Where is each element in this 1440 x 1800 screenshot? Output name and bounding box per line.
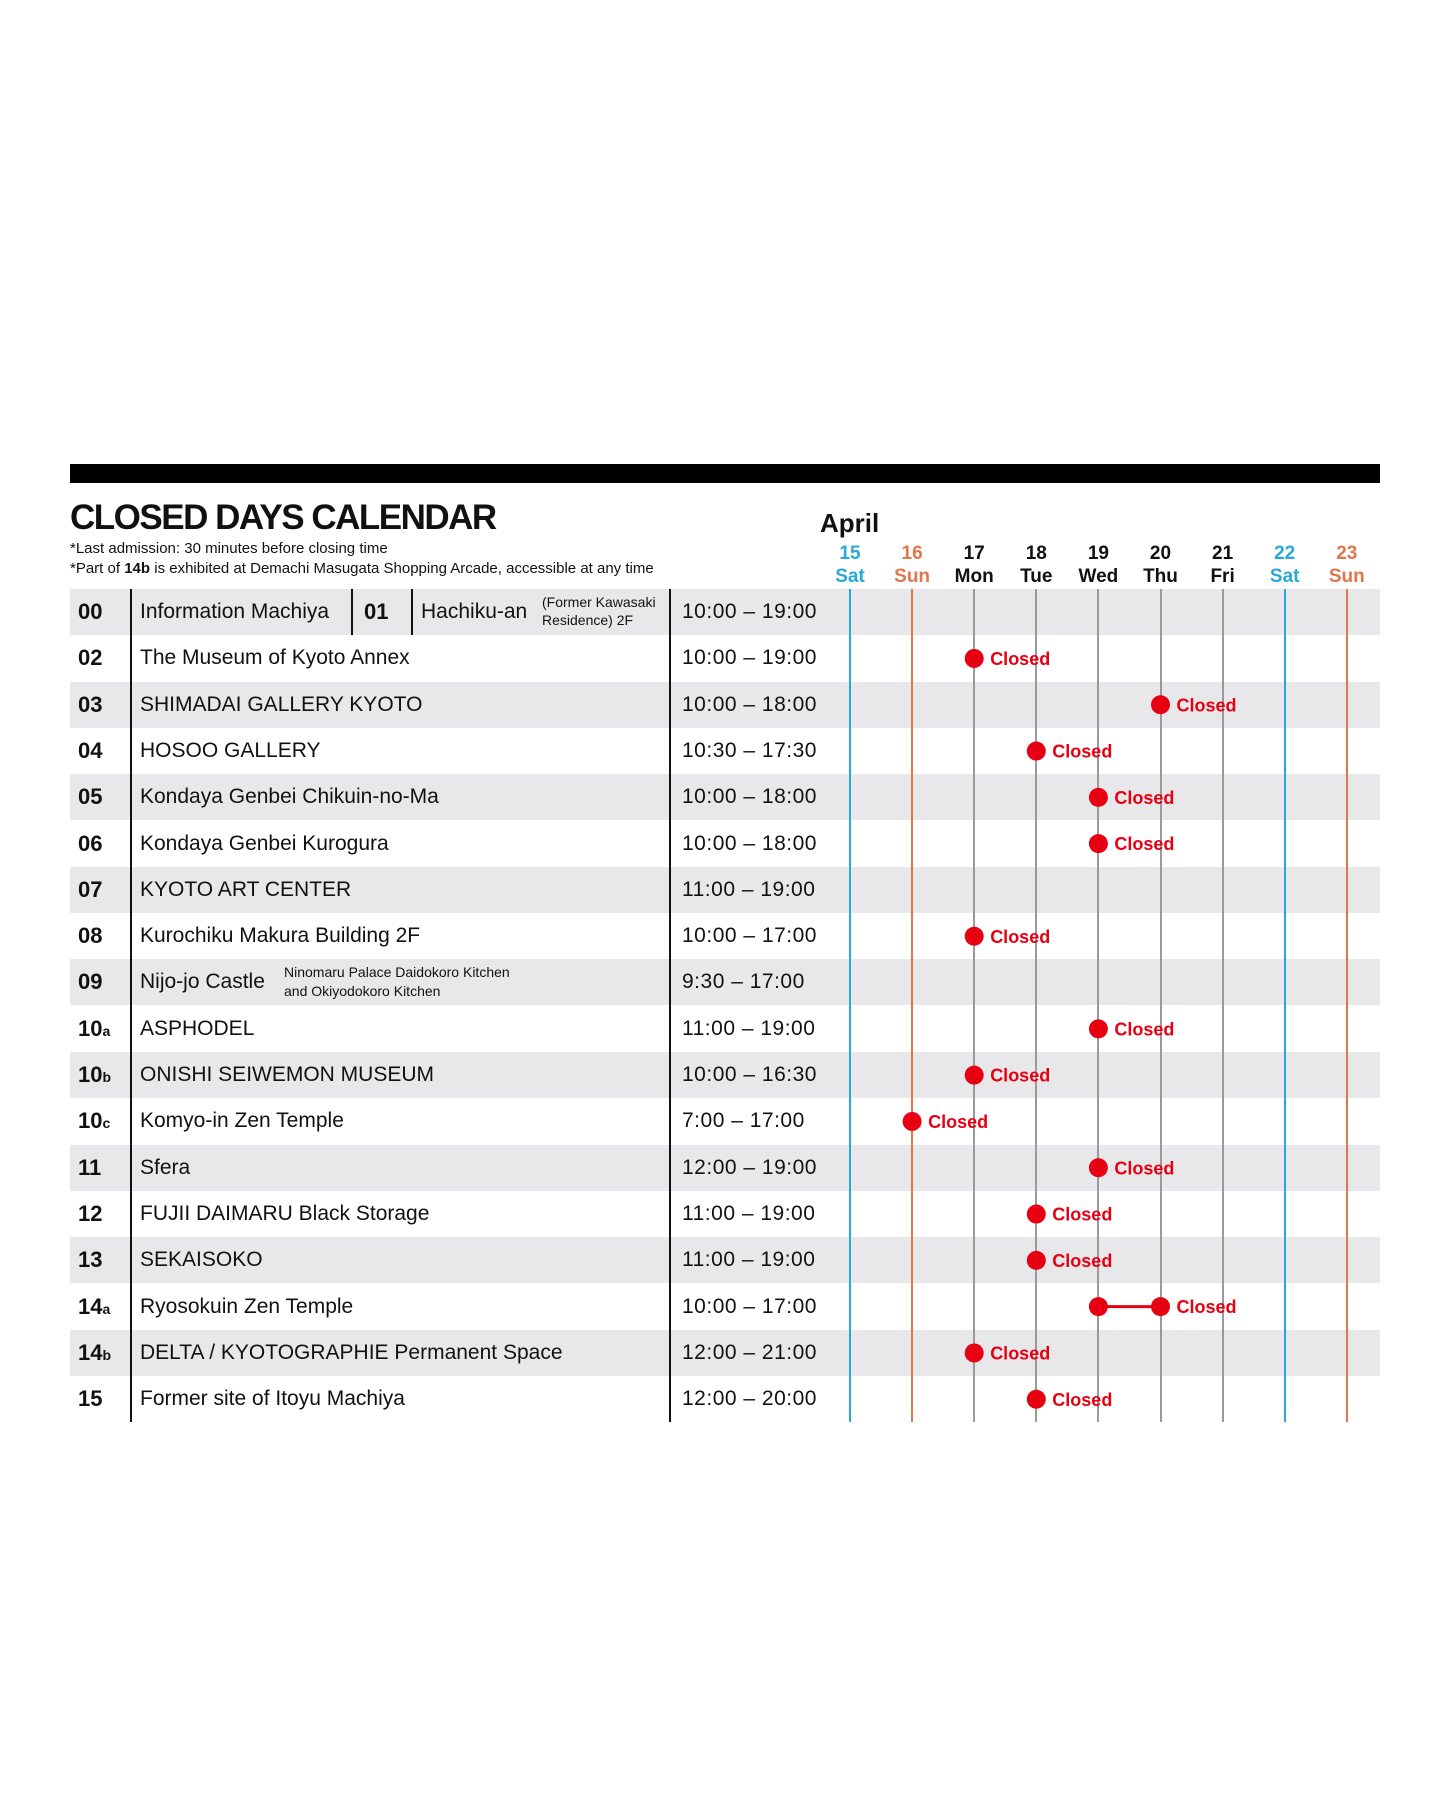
venue-number [78, 1330, 130, 1376]
note-part-prefix: *Part of [70, 560, 121, 577]
venue-number-main: 10 [78, 1015, 103, 1041]
venue-name: DELTA / KYOTOGRAPHIE Permanent Space [140, 1340, 563, 1364]
venue-hours: 10:00 – 16:30 [682, 1063, 817, 1086]
closed-label: Closed [990, 648, 1051, 669]
venue-name: Information Machiya [140, 600, 330, 623]
venue-number-main: 04 [78, 737, 103, 763]
venue-hours: 12:00 – 21:00 [682, 1340, 817, 1364]
venue-number-main: 06 [78, 830, 103, 856]
venue-number: 00 [78, 599, 103, 624]
venue-number: 01 [364, 599, 389, 624]
hours-separator [669, 589, 671, 1422]
venue-number [78, 635, 130, 681]
day-line [1222, 589, 1224, 1422]
venue-hours: 11:00 – 19:00 [682, 877, 816, 901]
first-row-separator [351, 589, 353, 635]
venue-number-main: 03 [78, 691, 103, 717]
venue-number-suffix: b [102, 1069, 112, 1085]
day-line [1035, 589, 1037, 1422]
venue-number [78, 867, 130, 913]
venue-name: Kondaya Genbei Chikuin-no-Ma [140, 785, 439, 809]
day-date: 17 [963, 543, 985, 564]
day-weekday: Thu [1143, 566, 1178, 587]
closed-label: Closed [1114, 787, 1175, 808]
venue-number-main: 05 [78, 784, 103, 810]
venue-number [78, 1052, 130, 1098]
venue-number-main: 11 [78, 1154, 102, 1180]
day-date: 22 [1274, 543, 1296, 564]
venue-name: HOSOO GALLERY [140, 738, 321, 762]
venue-hours: 10:00 – 18:00 [682, 692, 817, 716]
note-part-bold: 14b [124, 560, 151, 577]
venue-hours: 10:30 – 17:30 [682, 738, 817, 762]
venue-number [78, 1098, 130, 1144]
venue-name: SHIMADAI GALLERY KYOTO [140, 692, 423, 716]
venue-number [78, 774, 130, 820]
venue-name: Former site of Itoyu Machiya [140, 1387, 405, 1411]
closed-label: Closed [990, 926, 1051, 947]
venue-number-suffix: a [102, 1300, 111, 1317]
day-date: 16 [901, 543, 923, 564]
closed-label: Closed [1176, 1297, 1237, 1318]
venue-number-main: 07 [78, 876, 103, 902]
venue-hours: 9:30 – 17:00 [682, 970, 805, 994]
closed-label: Closed [1114, 834, 1175, 855]
venue-number-main: 10 [78, 1062, 103, 1087]
day-date: 18 [1025, 543, 1047, 564]
venue-number [78, 821, 130, 867]
day-weekday: Sun [1328, 566, 1365, 587]
venue-name: KYOTO ART CENTER [140, 877, 352, 901]
venue-hours: 10:00 – 17:00 [682, 924, 817, 948]
day-line [849, 589, 851, 1422]
venue-number [78, 913, 130, 959]
closed-label: Closed [1052, 1250, 1113, 1271]
note-admission: *Last admission: 30 minutes before closing time [70, 540, 388, 557]
venue-subtitle-line1: Ninomaru Palace Daidokoro Kitchen [284, 964, 510, 981]
venue-name: FUJII DAIMARU Black Storage [140, 1201, 430, 1225]
venue-name: SEKAISOKO [140, 1248, 263, 1272]
venue-hours: 10:00 – 19:00 [682, 646, 817, 670]
day-weekday: Mon [954, 566, 994, 587]
venue-hours: 12:00 – 19:00 [682, 1155, 817, 1179]
day-header [1255, 542, 1315, 588]
closed-label: Closed [1114, 1019, 1175, 1040]
venue-number [78, 1191, 130, 1237]
day-line [1097, 589, 1099, 1422]
venue-hours: 10:00 – 17:00 [682, 1294, 817, 1318]
day-weekday: Sat [1269, 566, 1300, 587]
day-header [944, 542, 1004, 588]
day-line [911, 589, 913, 1422]
venue-number-main: 15 [78, 1386, 103, 1412]
venue-number-main: 14 [78, 1339, 103, 1365]
closed-label: Closed [1176, 695, 1237, 716]
venue-name: ASPHODEL [140, 1016, 255, 1040]
top-rule [70, 464, 1380, 483]
venue-hours: 11:00 – 19:00 [682, 1201, 816, 1225]
venue-subtitle-line2: Residence) 2F [542, 612, 634, 628]
venue-name: Hachiku-an [421, 600, 528, 623]
day-header [882, 542, 942, 588]
venue-hours: 10:00 – 18:00 [682, 831, 817, 855]
venue-name: Sfera [140, 1155, 191, 1179]
venue-subtitle-line1: (Former Kawasaki [542, 594, 656, 610]
day-date: 21 [1212, 543, 1234, 564]
day-date: 15 [839, 543, 861, 564]
venue-number [78, 1376, 130, 1422]
venue-number [78, 1237, 130, 1283]
venue-subtitle-line2: and Okiyodokoro Kitchen [284, 983, 441, 1000]
month-label: April [820, 508, 880, 538]
day-header [1193, 542, 1253, 588]
venue-number [78, 682, 130, 728]
venue-number-main: 13 [78, 1247, 103, 1273]
day-weekday: Sat [835, 566, 865, 587]
venue-hours: 10:00 – 19:00 [682, 600, 817, 623]
venue-number-main: 09 [78, 969, 103, 995]
closed-label: Closed [990, 1065, 1051, 1086]
venue-name: Komyo-in Zen Temple [140, 1109, 344, 1133]
venue-hours: 11:00 – 19:00 [682, 1248, 816, 1272]
venue-hours: 10:00 – 18:00 [682, 785, 817, 809]
venue-number-main: 08 [78, 923, 103, 949]
venue-number [78, 728, 130, 774]
day-weekday: Fri [1210, 566, 1235, 587]
venue-number-suffix: b [102, 1346, 112, 1363]
day-line [1346, 589, 1348, 1422]
day-header [820, 542, 880, 588]
day-weekday: Tue [1020, 566, 1053, 587]
closed-label: Closed [1114, 1158, 1175, 1179]
day-line [1160, 589, 1162, 1422]
day-line [973, 589, 975, 1422]
day-header [1317, 542, 1377, 588]
day-header [1006, 542, 1066, 588]
day-header [1068, 542, 1128, 588]
venue-number [78, 1006, 130, 1052]
day-date: 23 [1336, 543, 1358, 564]
venue-name: Kurochiku Makura Building 2F [140, 924, 421, 948]
venue-number [78, 1284, 130, 1330]
closed-label: Closed [1052, 1204, 1113, 1225]
venue-name: The Museum of Kyoto Annex [140, 646, 410, 670]
venue-number-main: 14 [78, 1293, 103, 1319]
closed-label: Closed [990, 1343, 1051, 1364]
day-line [1284, 589, 1286, 1422]
venue-name: ONISHI SEIWEMON MUSEUM [140, 1063, 435, 1086]
venue-number-main: 12 [78, 1200, 103, 1226]
venue-hours: 7:00 – 17:00 [682, 1109, 805, 1133]
venue-hours: 12:00 – 20:00 [682, 1387, 817, 1411]
venue-name: Ryosokuin Zen Temple [140, 1294, 354, 1318]
note-part [70, 560, 654, 577]
closed-label: Closed [1052, 1389, 1113, 1410]
number-separator [130, 589, 132, 1422]
day-date: 20 [1149, 543, 1172, 564]
venue-number-suffix: c [102, 1115, 111, 1132]
closed-label: Closed [1052, 741, 1113, 762]
venue-number-main: 02 [78, 645, 103, 671]
day-date: 19 [1087, 543, 1109, 564]
venue-hours: 11:00 – 19:00 [682, 1016, 816, 1040]
note-part-suffix: is exhibited at Demachi Masugata Shopping Arcade, accessible at any time [154, 560, 654, 577]
venue-name: Kondaya Genbei Kurogura [140, 831, 389, 855]
closed-label: Closed [928, 1111, 989, 1132]
page-title: CLOSED DAYS CALENDAR [70, 498, 496, 537]
venue-number [78, 959, 130, 1005]
venue-number [78, 1145, 130, 1191]
day-header [1131, 542, 1191, 588]
venue-name: Nijo-jo Castle [140, 970, 265, 994]
venue-number-suffix: a [102, 1022, 111, 1039]
venue-number-main: 10 [78, 1108, 103, 1134]
day-weekday: Sun [894, 566, 931, 587]
day-weekday: Wed [1078, 566, 1119, 587]
first-row-separator [411, 589, 413, 635]
